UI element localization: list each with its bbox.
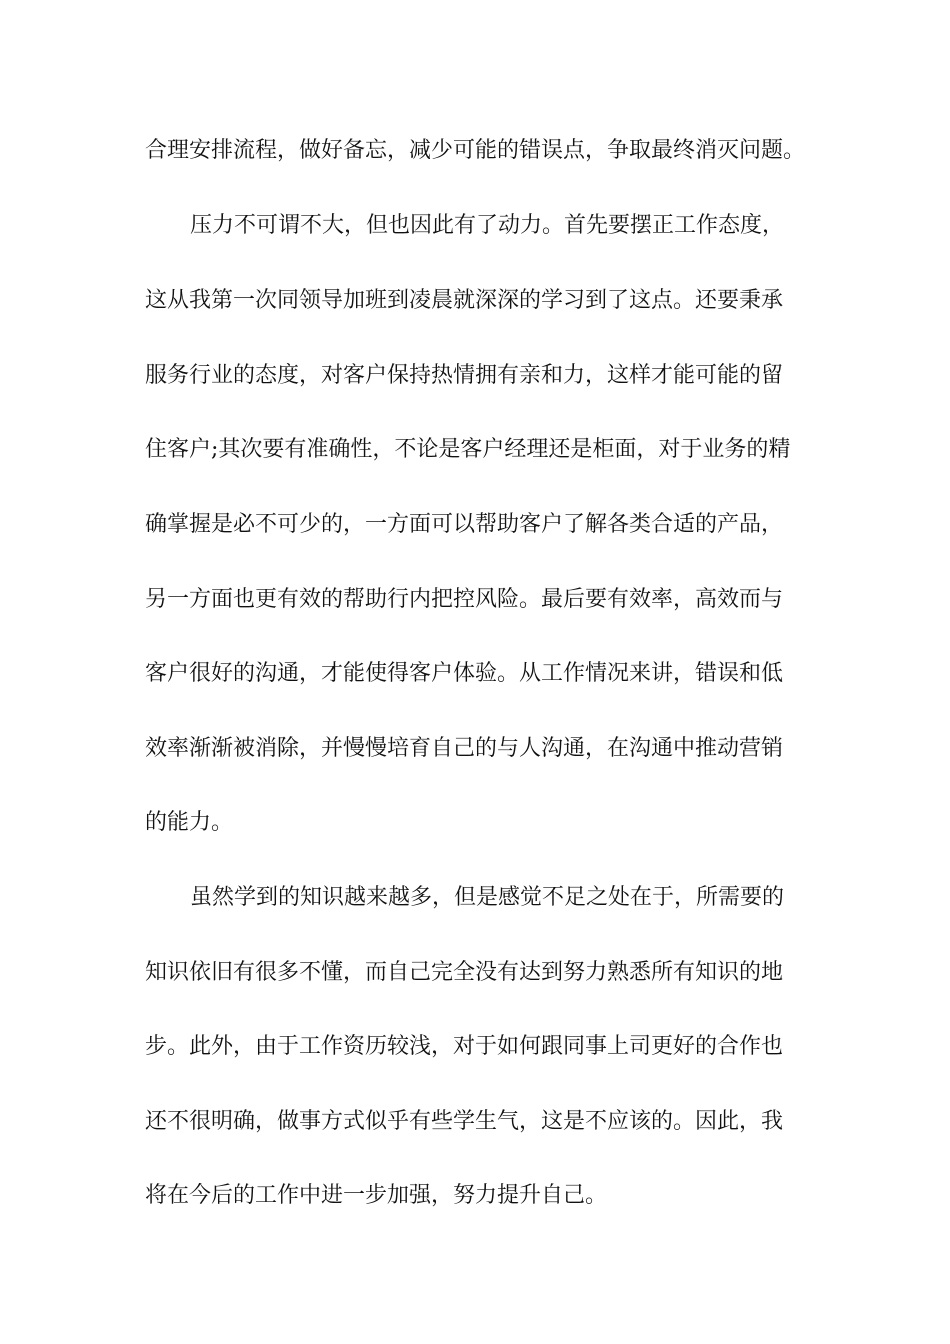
text-line: 的能力。 [145, 810, 234, 835]
text-line: 客户很好的沟通，才能使得客户体验。从工作情况来讲，错误和低 [145, 661, 784, 686]
paragraph-first-line: 压力不可谓不大，但也因此有了动力。首先要摆正工作态度， [190, 213, 785, 238]
text-line: 合理安排流程，做好备忘，减少可能的错误点，争取最终消灭问题。 [145, 138, 806, 163]
text-line: 服务行业的态度，对客户保持热情拥有亲和力，这样才能可能的留 [145, 363, 784, 388]
text-line: 步。此外，由于工作资历较浅，对于如何跟同事上司更好的合作也 [145, 1034, 784, 1059]
text-line: 住客户;其次要有准确性，不论是客户经理还是柜面，对于业务的精 [145, 437, 791, 462]
text-line: 确掌握是必不可少的，一方面可以帮助客户了解各类合适的产品， [145, 512, 784, 537]
text-line: 效率渐渐被消除，并慢慢培育自己的与人沟通，在沟通中推动营销 [145, 736, 784, 761]
text-line: 知识依旧有很多不懂，而自己完全没有达到努力熟悉所有知识的地 [145, 960, 784, 985]
text-line: 还不很明确，做事方式似乎有些学生气，这是不应该的。因此，我 [145, 1109, 784, 1134]
text-line: 另一方面也更有效的帮助行内把控风险。最后要有效率，高效而与 [145, 587, 784, 612]
paragraph-first-line: 虽然学到的知识越来越多，但是感觉不足之处在于，所需要的 [190, 885, 785, 910]
text-line: 将在今后的工作中进一步加强，努力提升自己。 [145, 1183, 608, 1208]
text-line: 这从我第一次同领导加班到凌晨就深深的学习到了这点。还要秉承 [145, 288, 784, 313]
